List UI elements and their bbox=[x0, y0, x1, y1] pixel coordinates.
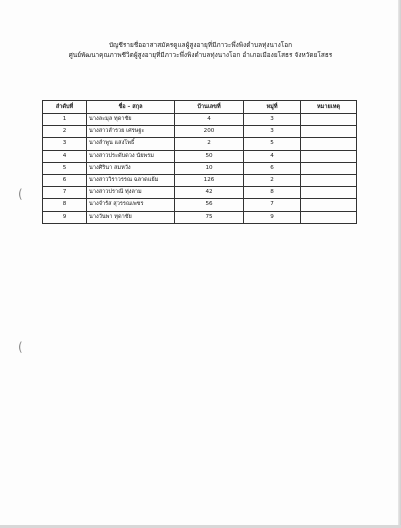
table-row bbox=[43, 199, 357, 211]
table-row bbox=[43, 150, 357, 162]
cell-name: นางศิรินา สมหวัง bbox=[87, 162, 175, 174]
cell-remark bbox=[301, 187, 357, 199]
cell-moo: 6 bbox=[244, 162, 301, 174]
cell-moo: 3 bbox=[244, 126, 301, 138]
cell-remark bbox=[301, 211, 357, 223]
cell-house-no: 2 bbox=[175, 138, 244, 150]
cell-moo: 8 bbox=[244, 187, 301, 199]
cell-no: 2 bbox=[43, 126, 87, 138]
table-header-row bbox=[43, 101, 357, 114]
cell-remark bbox=[301, 138, 357, 150]
table-row bbox=[43, 211, 357, 223]
cell-house-no: 126 bbox=[175, 174, 244, 186]
cell-name: นางสาวลำรวย เศรษฐะ bbox=[87, 126, 175, 138]
punch-hole-mark-upper: ( bbox=[18, 187, 23, 201]
cell-remark bbox=[301, 114, 357, 126]
punch-hole-mark-lower: ( bbox=[18, 340, 23, 354]
table-row bbox=[43, 114, 357, 126]
table-row bbox=[43, 187, 357, 199]
cell-house-no: 42 bbox=[175, 187, 244, 199]
cell-remark bbox=[301, 162, 357, 174]
cell-moo: 5 bbox=[244, 138, 301, 150]
cell-name: นางละมุล ทุดาชัย bbox=[87, 114, 175, 126]
cell-no: 5 bbox=[43, 162, 87, 174]
cell-moo: 2 bbox=[244, 174, 301, 186]
document-subtitle: ศูนย์พัฒนาคุณภาพชีวิตผู้สูงอายุที่มีภาวะพึ่งพิงตำบลทุ่งนางโอก อำเภอเมืองยโสธร จังหวัดยโสธร bbox=[68, 51, 333, 59]
cell-name: นางสาววิราวรรณ ฉลาดแย้ม bbox=[87, 174, 175, 186]
cell-no: 4 bbox=[43, 150, 87, 162]
volunteer-table bbox=[42, 100, 357, 224]
cell-remark bbox=[301, 199, 357, 211]
cell-name: นางวันพา ทุดาชัย bbox=[87, 211, 175, 223]
header-house-no: บ้านเลขที่ bbox=[175, 101, 244, 114]
cell-moo: 4 bbox=[244, 150, 301, 162]
cell-house-no: 4 bbox=[175, 114, 244, 126]
header-remark: หมายเหตุ bbox=[301, 101, 357, 114]
cell-name: นางสาวปราณี ทุ่งลาม bbox=[87, 187, 175, 199]
table-row bbox=[43, 126, 357, 138]
cell-no: 6 bbox=[43, 174, 87, 186]
header-moo: หมู่ที่ bbox=[244, 101, 301, 114]
header-no: ลำดับที่ bbox=[43, 101, 87, 114]
cell-remark bbox=[301, 150, 357, 162]
cell-house-no: 56 bbox=[175, 199, 244, 211]
cell-house-no: 10 bbox=[175, 162, 244, 174]
cell-moo: 3 bbox=[244, 114, 301, 126]
cell-no: 3 bbox=[43, 138, 87, 150]
table-row bbox=[43, 138, 357, 150]
cell-remark bbox=[301, 126, 357, 138]
cell-no: 7 bbox=[43, 187, 87, 199]
table-row bbox=[43, 174, 357, 186]
cell-name: นางลำพูน แสงโพธิ์ bbox=[87, 138, 175, 150]
header-name: ชื่อ – สกุล bbox=[87, 101, 175, 114]
cell-moo: 9 bbox=[244, 211, 301, 223]
cell-house-no: 200 bbox=[175, 126, 244, 138]
cell-no: 1 bbox=[43, 114, 87, 126]
cell-name: นางสาวประดับดวง นัยพรม bbox=[87, 150, 175, 162]
cell-house-no: 50 bbox=[175, 150, 244, 162]
cell-name: นางจำรัส สุวรรณเพชร bbox=[87, 199, 175, 211]
document-title: บัญชีรายชื่ออาสาสมัครดูแลผู้สูงอายุที่มีภาวะพึ่งพิงตำบลทุ่งนางโอก bbox=[108, 41, 293, 49]
cell-moo: 7 bbox=[244, 199, 301, 211]
cell-remark bbox=[301, 174, 357, 186]
cell-house-no: 75 bbox=[175, 211, 244, 223]
cell-no: 9 bbox=[43, 211, 87, 223]
table-row bbox=[43, 162, 357, 174]
cell-no: 8 bbox=[43, 199, 87, 211]
